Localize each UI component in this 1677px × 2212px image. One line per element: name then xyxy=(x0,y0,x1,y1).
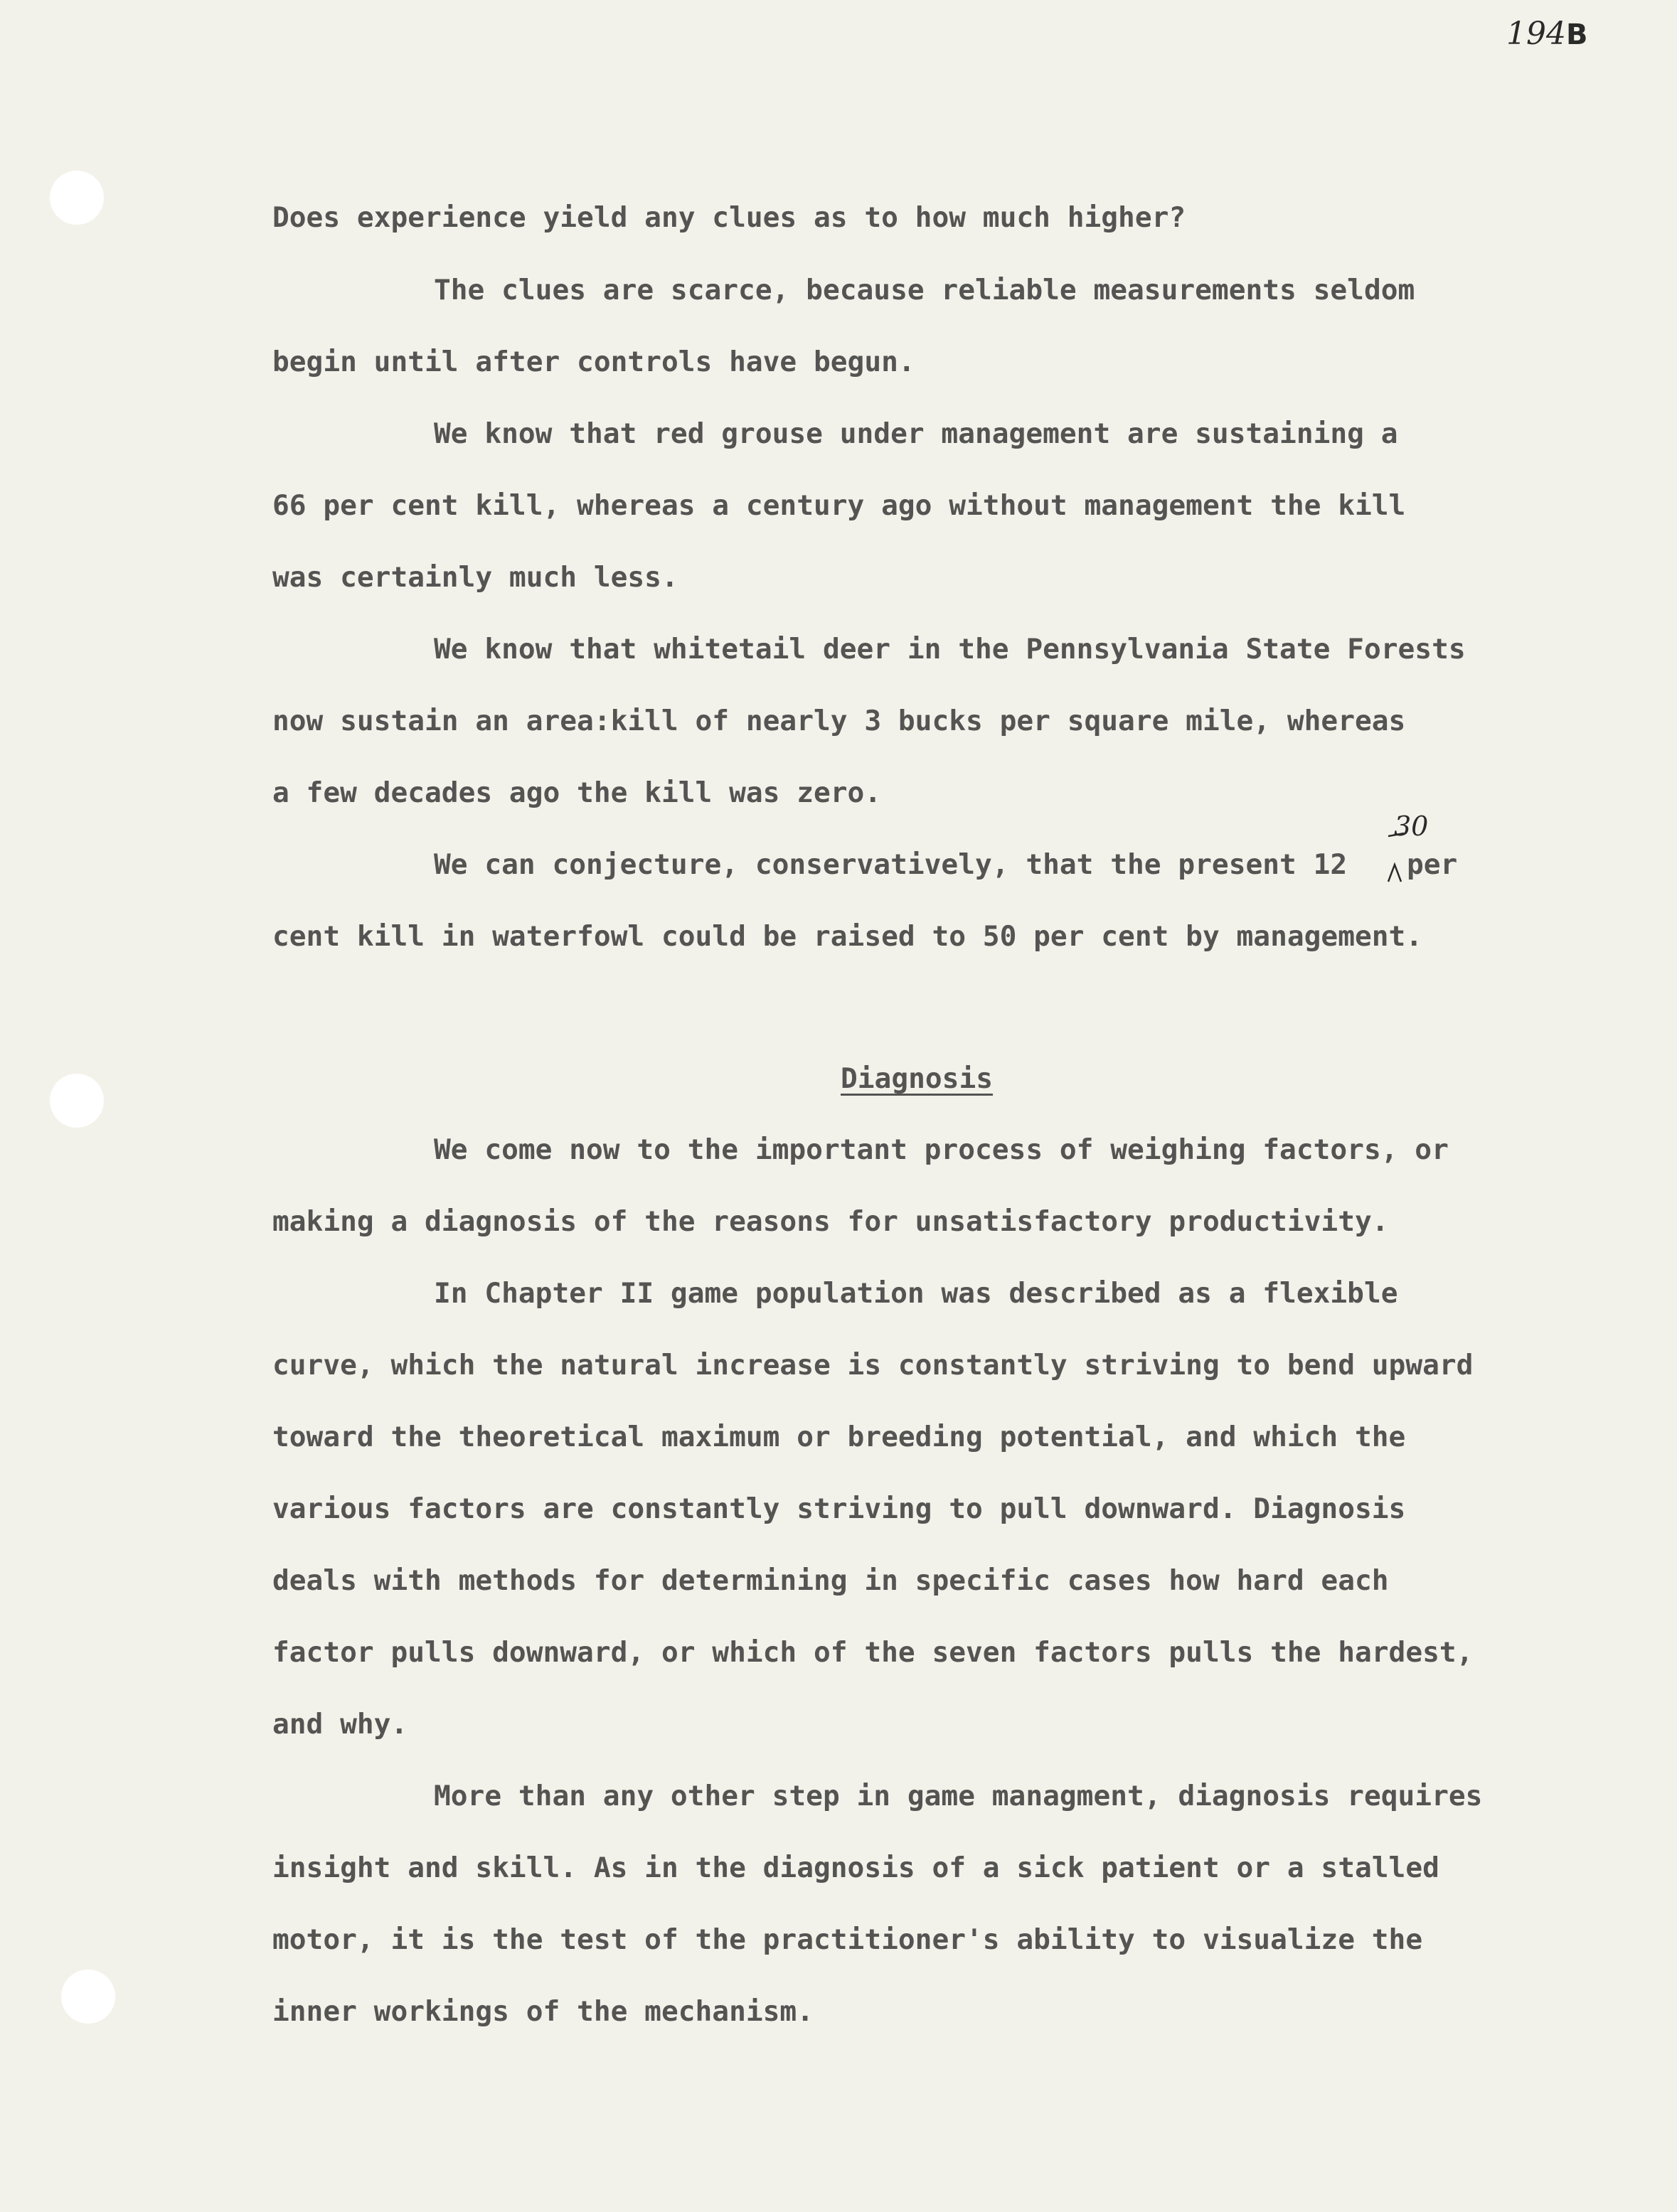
page-number-suffix: B xyxy=(1565,18,1587,51)
text-line: curve, which the natural increase is constantly striving to bend upward xyxy=(272,1349,1474,1382)
text-line: motor, it is the test of the practitioner's ability to visualize the xyxy=(272,1923,1423,1956)
page-number-main: 194 xyxy=(1506,16,1566,52)
text-line: and why. xyxy=(272,1708,408,1741)
text-line: now sustain an area:kill of nearly 3 bucks per square mile, whereas xyxy=(272,705,1406,737)
text-line-continuation: per xyxy=(1407,848,1458,881)
text-line: We know that whitetail deer in the Pennsylvania State Forests xyxy=(434,633,1466,666)
text-line: More than any other step in game managment, diagnosis requires xyxy=(434,1780,1483,1812)
text-line: deals with methods for determining in specific cases how hard each xyxy=(272,1564,1389,1597)
handwritten-insertion: 30 xyxy=(1394,811,1429,842)
text-line: was certainly much less. xyxy=(272,561,678,594)
text-line: factor pulls downward, or which of the seven factors pulls the hardest, xyxy=(272,1636,1474,1669)
text-line: The clues are scarce, because reliable measurements seldom xyxy=(434,274,1415,306)
insertion-caret-icon xyxy=(1387,862,1402,883)
punch-hole-top xyxy=(50,171,104,225)
text-line: begin until after controls have begun. xyxy=(272,346,915,378)
text-line: inner workings of the mechanism. xyxy=(272,1995,814,2028)
text-line: 66 per cent kill, whereas a century ago without management the kill xyxy=(272,489,1406,522)
punch-hole-bottom xyxy=(61,1970,115,2024)
text-line: cent kill in waterfowl could be raised to 50 per cent by management. xyxy=(272,920,1423,953)
text-line: We can conjecture, conservatively, that the present 12 xyxy=(434,848,1348,881)
text-line: We know that red grouse under management are sustaining a xyxy=(434,417,1398,450)
page-number xyxy=(1506,16,1586,52)
text-line: We come now to the important process of weighing factors, or xyxy=(434,1133,1449,1166)
text-line: various factors are constantly striving to pull downward. Diagnosis xyxy=(272,1492,1406,1525)
section-heading: Diagnosis xyxy=(841,1062,994,1095)
text-line: In Chapter II game population was described as a flexible xyxy=(434,1277,1398,1310)
strike-dash-icon xyxy=(1387,830,1405,839)
text-line: toward the theoretical maximum or breeding potential, and which the xyxy=(272,1421,1406,1453)
text-line: making a diagnosis of the reasons for unsatisfactory productivity. xyxy=(272,1205,1389,1238)
punch-hole-middle xyxy=(50,1074,104,1128)
text-line: a few decades ago the kill was zero. xyxy=(272,776,882,809)
text-line: Does experience yield any clues as to how much higher? xyxy=(272,201,1186,234)
text-line: insight and skill. As in the diagnosis of a sick patient or a stalled xyxy=(272,1852,1439,1884)
